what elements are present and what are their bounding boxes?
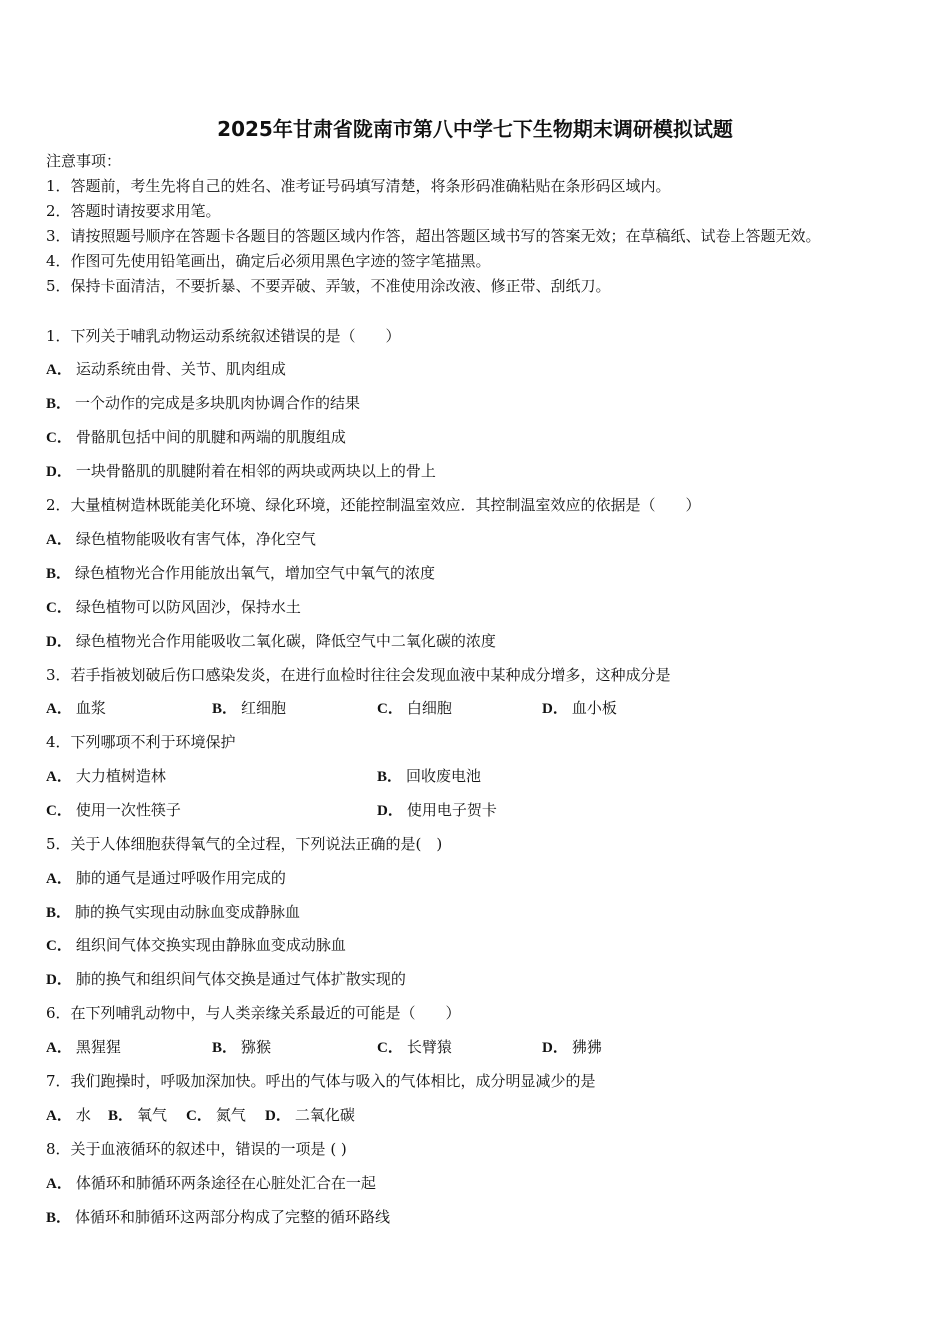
option-b: B． 猕猴 xyxy=(212,1038,272,1056)
question-stem: 7．我们跑操时，呼吸加深加快。呼出的气体与吸入的气体相比，成分明显减少的是 xyxy=(46,1072,596,1090)
option-d: D． 绿色植物光合作用能吸收二氧化碳，降低空气中二氧化碳的浓度 xyxy=(46,632,496,650)
option-c: C． 长臂猿 xyxy=(377,1038,452,1056)
question-stem: 3．若手指被划破后伤口感染发炎，在进行血检时往往会发现血液中某种成分增多，这种成分是 xyxy=(46,666,671,684)
option-d: D． 血小板 xyxy=(542,699,617,717)
question-stem: 2．大量植树造林既能美化环境、绿化环境，还能控制温室效应．其控制温室效应的依据是（ ） xyxy=(46,496,701,514)
option-b: B． 氧气 xyxy=(108,1106,168,1124)
option-a: A． 肺的通气是通过呼吸作用完成的 xyxy=(46,869,286,887)
option-b: B． 回收废电池 xyxy=(377,767,482,785)
option-c: C． 使用一次性筷子 xyxy=(46,801,181,819)
notice-item: 2．答题时请按要求用笔。 xyxy=(46,202,221,220)
option-b: B． 一个动作的完成是多块肌肉协调合作的结果 xyxy=(46,394,361,412)
option-c: C． 白细胞 xyxy=(377,699,452,717)
option-c: C． 骨骼肌包括中间的肌腱和两端的肌腹组成 xyxy=(46,428,346,446)
question-stem: 6．在下列哺乳动物中，与人类亲缘关系最近的可能是（ ） xyxy=(46,1004,461,1022)
option-c: C． 组织间气体交换实现由静脉血变成动脉血 xyxy=(46,936,346,954)
notice-header: 注意事项： xyxy=(46,152,122,170)
notice-item: 5．保持卡面清洁，不要折暴、不要弄破、弄皱，不准使用涂改液、修正带、刮纸刀。 xyxy=(46,277,611,295)
option-c: C． 氮气 xyxy=(186,1106,246,1124)
notice-item: 3．请按照题号顺序在答题卡各题目的答题区域内作答，超出答题区域书写的答案无效；在草稿纸、试卷上答题无效。 xyxy=(46,227,821,245)
option-b: B． 体循环和肺循环这两部分构成了完整的循环路线 xyxy=(46,1208,391,1226)
option-d: D． 狒狒 xyxy=(542,1038,602,1056)
option-d: D． 一块骨骼肌的肌腱附着在相邻的两块或两块以上的骨上 xyxy=(46,462,436,480)
question-stem: 4．下列哪项不利于环境保护 xyxy=(46,733,236,751)
page-title: 2025年甘肃省陇南市第八中学七下生物期末调研模拟试题 xyxy=(217,117,733,141)
question-stem: 8．关于血液循环的叙述中，错误的一项是 ( ) xyxy=(46,1140,347,1158)
option-d: D． 二氧化碳 xyxy=(265,1106,355,1124)
question-stem: 1．下列关于哺乳动物运动系统叙述错误的是（ ） xyxy=(46,327,401,345)
option-a: A． 运动系统由骨、关节、肌肉组成 xyxy=(46,360,286,378)
option-b: B． 肺的换气实现由动脉血变成静脉血 xyxy=(46,903,301,921)
option-b: B． 红细胞 xyxy=(212,699,287,717)
option-a: A． 水 xyxy=(46,1106,91,1124)
question-stem: 5．关于人体细胞获得氧气的全过程，下列说法正确的是( ) xyxy=(46,835,443,853)
option-a: A． 大力植树造林 xyxy=(46,767,166,785)
notice-item: 1．答题前，考生先将自己的姓名、准考证号码填写清楚，将条形码准确粘贴在条形码区域内。 xyxy=(46,177,671,195)
option-b: B． 绿色植物光合作用能放出氧气，增加空气中氧气的浓度 xyxy=(46,564,436,582)
option-a: A． 绿色植物能吸收有害气体，净化空气 xyxy=(46,530,316,548)
notice-item: 4．作图可先使用铅笔画出，确定后必须用黑色字迹的签字笔描黑。 xyxy=(46,252,491,270)
option-c: C． 绿色植物可以防风固沙，保持水土 xyxy=(46,598,301,616)
option-d: D． 肺的换气和组织间气体交换是通过气体扩散实现的 xyxy=(46,970,406,988)
option-d: D． 使用电子贺卡 xyxy=(377,801,497,819)
option-a: A． 体循环和肺循环两条途径在心脏处汇合在一起 xyxy=(46,1174,376,1192)
option-a: A． 血浆 xyxy=(46,699,106,717)
option-a: A． 黑猩猩 xyxy=(46,1038,121,1056)
